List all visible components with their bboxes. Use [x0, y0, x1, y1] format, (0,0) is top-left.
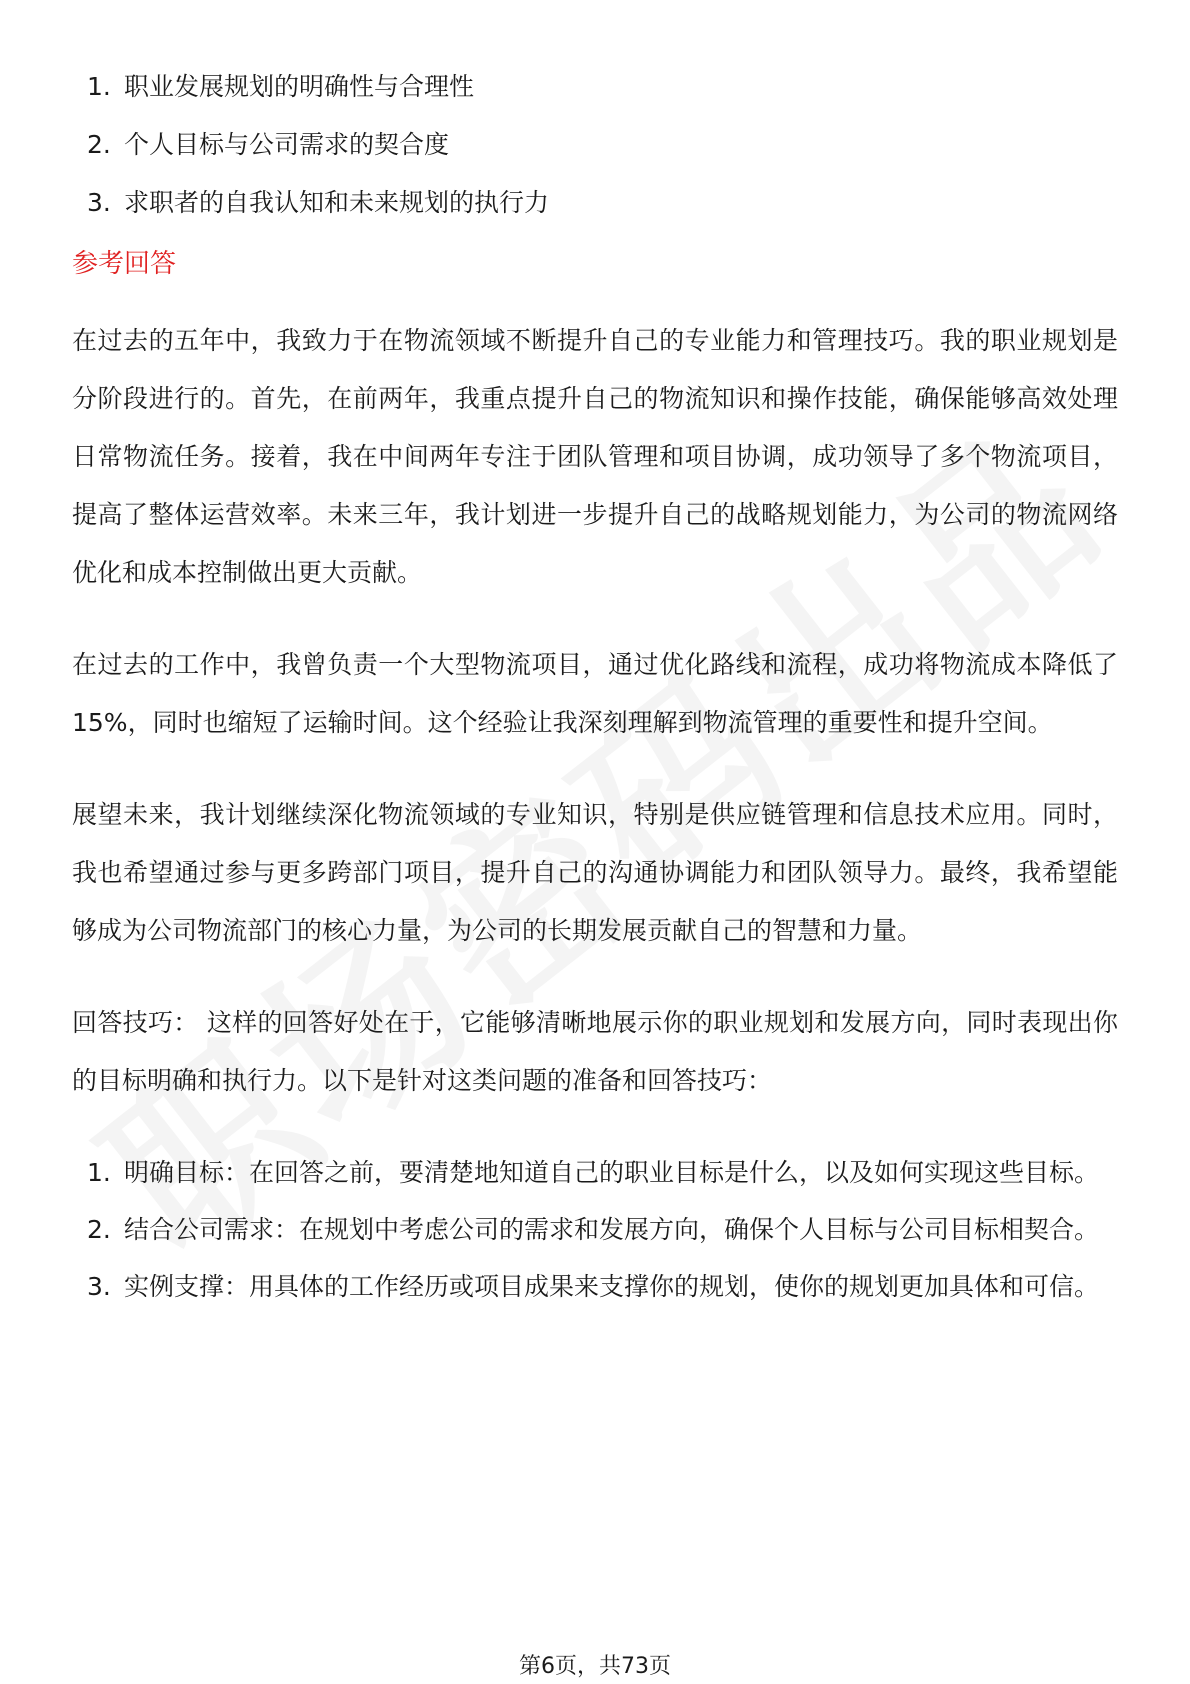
- answer-tips-intro: 回答技巧： 这样的回答好处在于，它能够清晰地展示你的职业规划和发展方向，同时表现出你的目标明确和执行力。以下是针对这类问题的准备和回答技巧：: [72, 1008, 1118, 1095]
- paragraph: 展望未来，我计划继续深化物流领域的专业知识，特别是供应链管理和信息技术应用。同时，我也希望通过参与更多跨部门项目，提升自己的沟通协调能力和团队领导力。最终，我希望能够成为公司物流部门的核心力量，为公司的长期发展贡献自己的智慧和力量。: [72, 800, 1118, 945]
- list-item-number: 1.: [87, 1158, 111, 1187]
- page-content: [72, 58, 1118, 1315]
- list-item-number: 3.: [87, 1272, 111, 1301]
- list-item-text: 职业发展规划的明确性与合理性: [124, 72, 475, 101]
- page-footer: 第6页，共73页: [519, 1654, 671, 1679]
- list-item: [72, 1258, 1118, 1315]
- list-item-text: 明确目标：在回答之前，要清楚地知道自己的职业目标是什么，以及如何实现这些目标。: [124, 1158, 1100, 1187]
- paragraph: 在过去的五年中，我致力于在物流领域不断提升自己的专业能力和管理技巧。我的职业规划是分阶段进行的。首先，在前两年，我重点提升自己的物流知识和操作技能，确保能够高效处理日常物流任务。接着，我在中间两年专注于团队管理和项目协调，成功领导了多个物流项目，提高了整体运营效率。未来三年，我计划进一步提升自己的战略规划能力，为公司的物流网络优化和成本控制做出更大贡献。: [72, 326, 1118, 587]
- list-item: [72, 58, 1118, 116]
- list-item: [72, 174, 1118, 232]
- list-item-number: 1.: [87, 72, 111, 101]
- list-item-number: 2.: [87, 130, 111, 159]
- paragraph: 在过去的工作中，我曾负责一个大型物流项目，通过优化路线和流程，成功将物流成本降低了15%，同时也缩短了运输时间。这个经验让我深刻理解到物流管理的重要性和提升空间。: [72, 650, 1118, 737]
- answer-section-title: 参考回答: [72, 249, 177, 279]
- list-item-number: 3.: [87, 188, 111, 217]
- tips-list: [72, 1144, 1118, 1315]
- list-item-text: 结合公司需求：在规划中考虑公司的需求和发展方向，确保个人目标与公司目标相契合。: [124, 1215, 1100, 1244]
- list-item: [72, 1201, 1118, 1258]
- question-points-list: [72, 58, 1118, 232]
- list-item-text: 求职者的自我认知和未来规划的执行力: [124, 188, 550, 217]
- list-item: [72, 116, 1118, 174]
- list-item-text: 实例支撑：用具体的工作经历或项目成果来支撑你的规划，使你的规划更加具体和可信。: [124, 1272, 1100, 1301]
- list-item: [72, 1144, 1118, 1201]
- list-item-number: 2.: [87, 1215, 111, 1244]
- list-item-text: 个人目标与公司需求的契合度: [124, 130, 450, 159]
